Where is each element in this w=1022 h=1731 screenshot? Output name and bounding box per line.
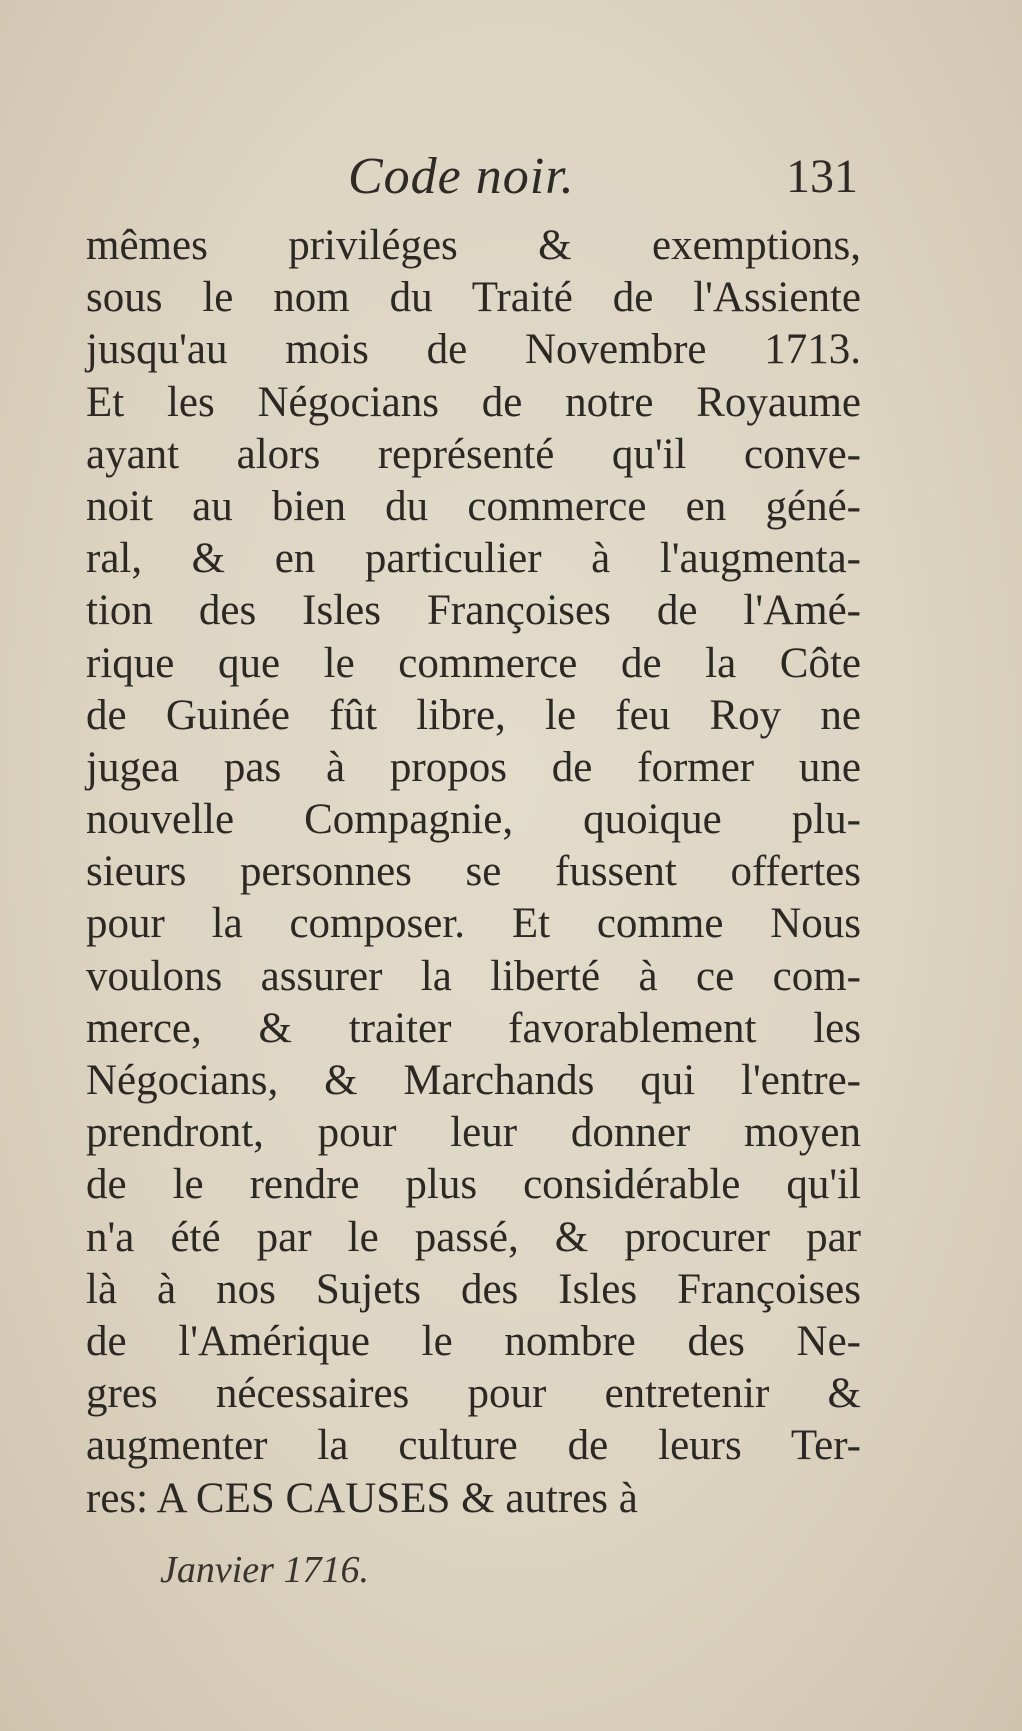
- text-line: ayant alors représenté qu'il conve-: [86, 430, 861, 478]
- text-line: de l'Amérique le nombre des Ne-: [86, 1317, 861, 1365]
- text-line: nouvelle Compagnie, quoique plu-: [86, 796, 861, 844]
- text-line: de Guinée fût libre, le feu Roy ne: [86, 691, 861, 739]
- text-line: sous le nom du Traité de l'Assiente: [86, 274, 861, 322]
- text-line: de le rendre plus considérable qu'il: [86, 1161, 861, 1209]
- text-line: ral, & en particulier à l'augmenta-: [86, 535, 861, 583]
- text-line: noit au bien du commerce en géné-: [86, 482, 861, 530]
- page-number: 131: [786, 150, 858, 203]
- text-line: gres nécessaires pour entretenir &: [86, 1370, 861, 1418]
- text-line: n'a été par le passé, & procurer par: [86, 1213, 861, 1261]
- text-line: voulons assurer la liberté à ce com-: [86, 952, 861, 1000]
- body-text: [86, 220, 861, 1525]
- signature-mark: Janvier 1716.: [160, 1549, 369, 1591]
- text-line: jusqu'au mois de Novembre 1713.: [86, 326, 861, 374]
- running-title: Code noir.: [348, 148, 575, 205]
- text-line: jugea pas à propos de former une: [86, 743, 861, 791]
- text-line: Et les Négocians de notre Royaume: [86, 378, 861, 426]
- text-line: mêmes priviléges & exemptions,: [86, 222, 861, 269]
- text-line: Négocians, & Marchands qui l'entre-: [86, 1057, 861, 1104]
- text-line: prendront, pour leur donner moyen: [86, 1109, 861, 1157]
- text-line: là à nos Sujets des Isles Françoises: [86, 1265, 861, 1313]
- catchword: [86, 1542, 861, 1598]
- text-line: merce, & traiter favorablement les: [86, 1004, 861, 1052]
- text-line: tion des Isles Françoises de l'Amé-: [86, 587, 861, 635]
- text-line: res: A CES CAUSES & autres à: [86, 1474, 638, 1522]
- text-line: rique que le commerce de la Côte: [86, 639, 861, 687]
- page-header: [348, 142, 868, 212]
- text-line: pour la composer. Et comme Nous: [86, 900, 861, 948]
- text-line: augmenter la culture de leurs Ter-: [86, 1422, 861, 1470]
- text-line: sieurs personnes se fussent offertes: [86, 848, 861, 896]
